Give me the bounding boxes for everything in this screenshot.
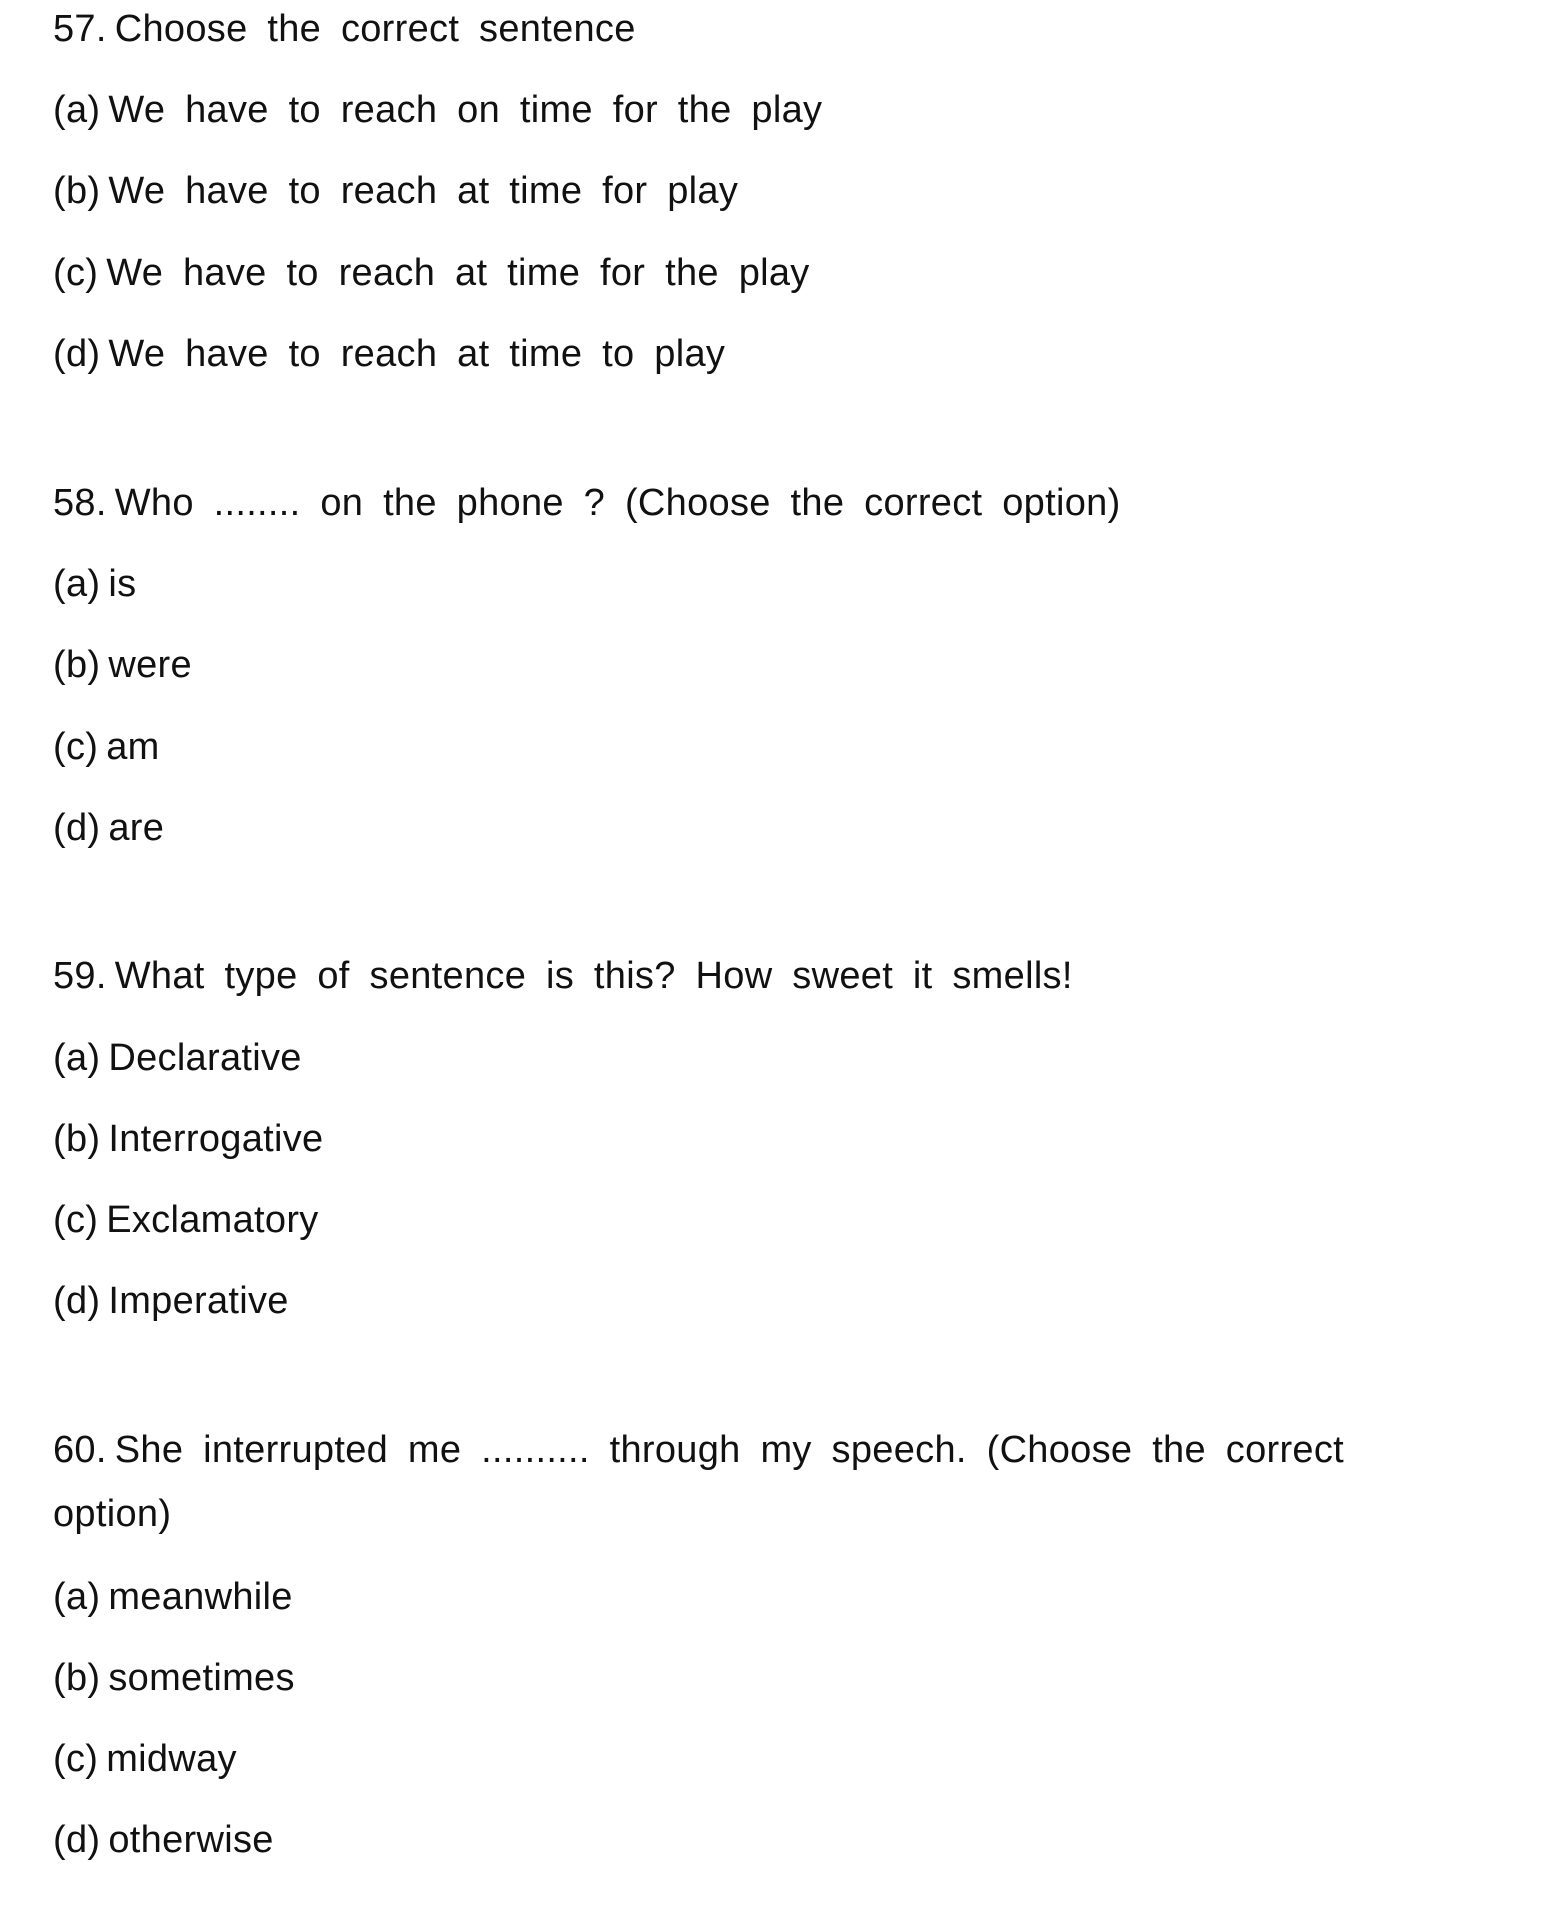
question-number: 58. [53, 482, 107, 524]
option-item [53, 1575, 293, 1619]
option-label: (d) [53, 807, 101, 849]
option-text: sometimes [108, 1657, 295, 1699]
option-label: (c) [53, 1199, 99, 1241]
option-text: are [108, 807, 165, 849]
option-label: (a) [53, 89, 101, 131]
option-text: were [108, 644, 192, 686]
option-text: Declarative [108, 1037, 302, 1079]
option-item [53, 169, 738, 213]
option-item [53, 88, 822, 132]
question-text-continuation: option) [53, 1493, 172, 1535]
option-text: am [106, 726, 160, 768]
question-57 [53, 7, 636, 51]
option-item [53, 643, 192, 687]
option-item [53, 1656, 295, 1700]
option-text: We have to reach at time for the play [106, 252, 810, 294]
option-label: (a) [53, 1576, 101, 1618]
question-number: 57. [53, 8, 107, 50]
option-text: We have to reach on time for the play [108, 89, 823, 131]
question-58 [53, 481, 1121, 525]
option-item [53, 1117, 323, 1161]
question-number: 60. [53, 1429, 107, 1471]
option-item [53, 1737, 237, 1781]
option-item [53, 725, 160, 769]
option-text: We have to reach at time to play [108, 333, 726, 375]
option-item [53, 1279, 289, 1323]
option-item [53, 1198, 319, 1242]
option-text: Interrogative [108, 1118, 324, 1160]
question-59 [53, 954, 1073, 998]
option-item [53, 1818, 274, 1862]
option-label: (c) [53, 1738, 99, 1780]
option-text: We have to reach at time for play [108, 170, 739, 212]
option-text: midway [106, 1738, 237, 1780]
question-text: Who ........ on the phone ? (Choose the correct option) [114, 482, 1121, 524]
option-label: (b) [53, 170, 101, 212]
option-label: (a) [53, 1037, 101, 1079]
question-text: She interrupted me .......... through my speech. (Choose the correct [114, 1429, 1345, 1471]
option-label: (b) [53, 644, 101, 686]
option-item [53, 562, 136, 606]
question-text: Choose the correct sentence [114, 8, 636, 50]
option-item [53, 332, 725, 376]
option-text: meanwhile [108, 1576, 293, 1618]
question-number: 59. [53, 955, 107, 997]
option-label: (b) [53, 1118, 101, 1160]
option-text: is [108, 563, 137, 605]
option-label: (d) [53, 333, 101, 375]
question-60 [53, 1428, 1344, 1472]
option-text: Exclamatory [106, 1199, 319, 1241]
question-text: What type of sentence is this? How sweet it smells! [114, 955, 1073, 997]
option-label: (a) [53, 563, 101, 605]
option-label: (b) [53, 1657, 101, 1699]
option-label: (d) [53, 1280, 101, 1322]
option-item [53, 1036, 302, 1080]
option-label: (c) [53, 726, 99, 768]
option-label: (d) [53, 1819, 101, 1861]
option-text: otherwise [108, 1819, 274, 1861]
option-item [53, 806, 164, 850]
option-label: (c) [53, 252, 99, 294]
option-text: Imperative [108, 1280, 289, 1322]
option-item [53, 251, 810, 295]
